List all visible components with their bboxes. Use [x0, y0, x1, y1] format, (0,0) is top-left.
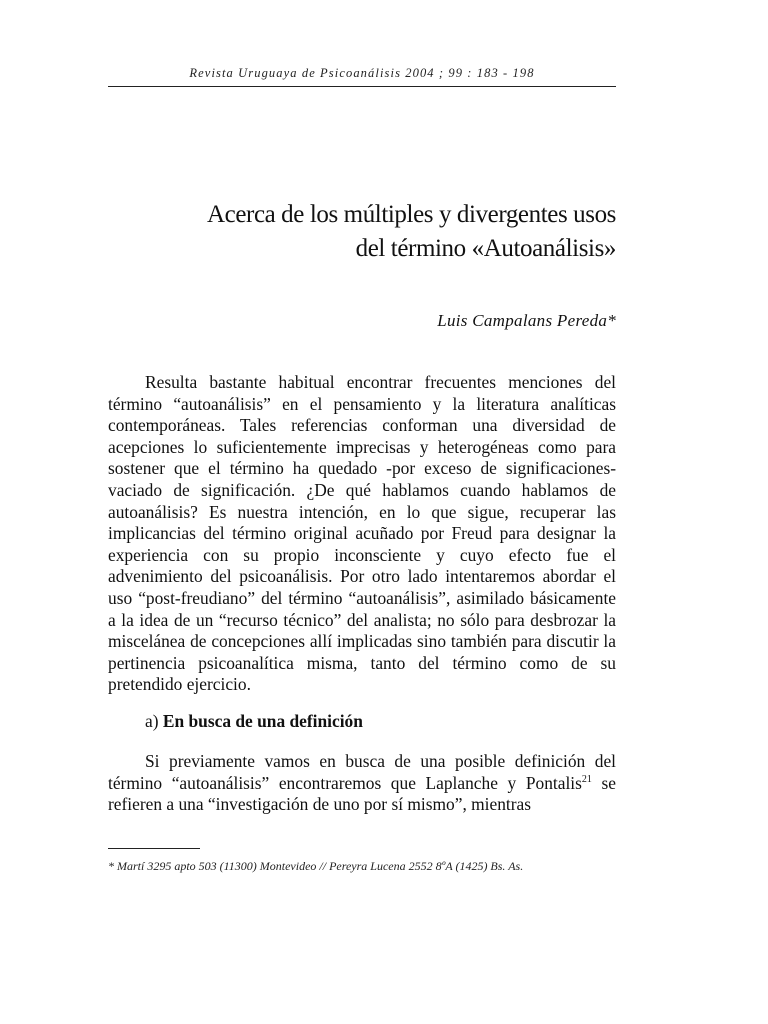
- abstract-paragraph: [108, 372, 616, 696]
- article-title: [108, 198, 616, 266]
- reference-superscript: 21: [581, 773, 592, 785]
- body-paragraph: [108, 751, 616, 816]
- author-name: Luis Campalans Pereda*: [437, 311, 616, 330]
- title-line-2: del término «Autoanálisis»: [355, 235, 616, 262]
- footnote: * Martí 3295 apto 503 (11300) Montevideo // Pereyra Lucena 2552 8ºA (1425) Bs. As.: [108, 859, 524, 873]
- section-heading: [145, 710, 363, 732]
- running-head: Revista Uruguaya de Psicoanálisis 2004 ; 99 : 183 - 198: [189, 66, 535, 80]
- paragraph-1: Resulta bastante habitual encontrar frecuentes menciones del término “autoanálisis” en el pensamiento y la literatura analíticas contemporáneas. Tales referencias conforman una diversidad de acepciones lo suficientemente imprecisas y heterogéneas como para sostener que el término ha quedado -por exceso de significaciones- vaciado de significación. ¿De qué hablamos cuando hablamos de autoanálisis? Es nuestra intención, en lo que sigue, recuperar las implicancias del término original acuñado por Freud para designar la experiencia con su propio inconsciente y cuyo efecto fue el advenimiento del psicoanálisis. Por otro lado intentaremos abordar el uso “post-freudiano” del término “autoanálisis”, asimilado básicamente a la idea de un “recurso técnico” del analista; no sólo para desbrozar la miscelánea de concepciones allí implicadas sino también para discutir la pertinencia psicoanalítica misma, tanto del término como de su pretendido ejercicio.: [108, 372, 616, 695]
- paragraph-2-text: Si previamente vamos en busca de una posible definición del término “autoanálisis” encontraremos que Laplanche y Pontalis: [108, 751, 616, 793]
- footnote-rule: [108, 848, 200, 849]
- title-line-1: Acerca de los múltiples y divergentes usos: [206, 201, 616, 228]
- section-title: En busca de una definición: [162, 711, 363, 731]
- header-rule: [108, 86, 616, 87]
- paragraph-2-continuation: se refieren a una “investigación de uno por sí mismo”, mientras: [108, 772, 616, 815]
- paragraph-2: [108, 751, 616, 816]
- section-marker: a): [145, 711, 159, 731]
